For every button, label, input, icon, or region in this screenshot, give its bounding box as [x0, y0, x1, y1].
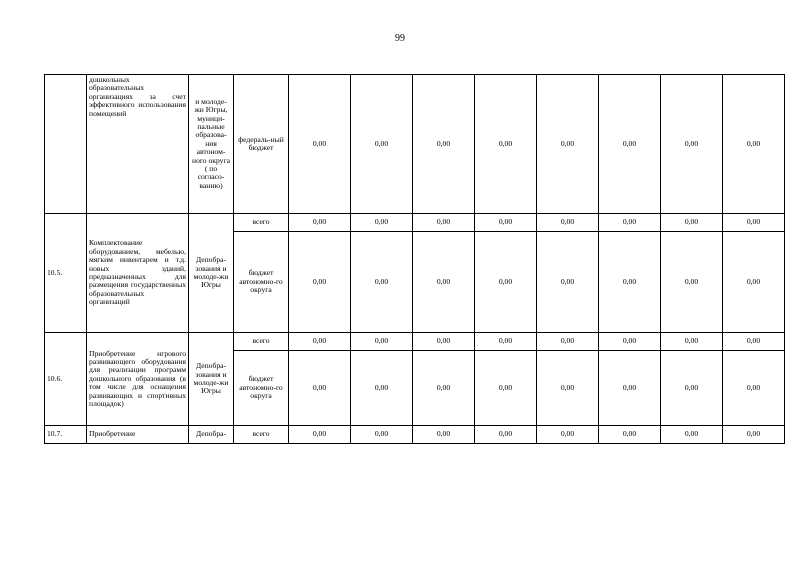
- value-cell: 0,00: [723, 426, 785, 444]
- item-name: Приобретение: [87, 426, 189, 444]
- table-row: [45, 214, 785, 232]
- item-number: 10.5.: [45, 214, 87, 333]
- item-name: дошкольных образовательных организациях за счет эффективного использования помещений: [87, 75, 189, 214]
- value-cell: 0,00: [599, 232, 661, 333]
- value-cell: 0,00: [661, 232, 723, 333]
- responsible-executor: Депобра-: [189, 426, 234, 444]
- value-cell: 0,00: [599, 351, 661, 426]
- responsible-executor: и молоде-жи Югры, муници-пальные образова-ния автоном-ного округа ( по согласо-ванию): [189, 75, 234, 214]
- value-cell: 0,00: [351, 426, 413, 444]
- value-cell: 0,00: [537, 426, 599, 444]
- value-cell: 0,00: [351, 75, 413, 214]
- funding-source: федераль-ный бюджет: [234, 75, 289, 214]
- item-name: Комплектование оборудованием, мебелью, мягким инвентарем и т.д. новых зданий, предназначенных для размещения государственных образовательных организаций: [87, 214, 189, 333]
- value-cell: 0,00: [413, 426, 475, 444]
- value-cell: 0,00: [599, 214, 661, 232]
- value-cell: 0,00: [723, 351, 785, 426]
- value-cell: 0,00: [289, 333, 351, 351]
- value-cell: 0,00: [289, 426, 351, 444]
- value-cell: 0,00: [537, 333, 599, 351]
- value-cell: 0,00: [475, 214, 537, 232]
- value-cell: 0,00: [661, 351, 723, 426]
- value-cell: 0,00: [413, 351, 475, 426]
- table-row: [45, 426, 785, 444]
- value-cell: 0,00: [351, 232, 413, 333]
- value-cell: 0,00: [351, 351, 413, 426]
- value-cell: 0,00: [289, 351, 351, 426]
- value-cell: 0,00: [413, 232, 475, 333]
- value-cell: 0,00: [723, 75, 785, 214]
- value-cell: 0,00: [351, 333, 413, 351]
- value-cell: 0,00: [289, 232, 351, 333]
- value-cell: 0,00: [475, 75, 537, 214]
- value-cell: 0,00: [475, 232, 537, 333]
- value-cell: 0,00: [723, 232, 785, 333]
- table-row: [45, 333, 785, 351]
- item-number: 10.7.: [45, 426, 87, 444]
- value-cell: 0,00: [413, 333, 475, 351]
- item-number: 10.6.: [45, 333, 87, 426]
- value-cell: 0,00: [475, 351, 537, 426]
- responsible-executor: Депобра-зования и молоде-жи Югры: [189, 214, 234, 333]
- value-cell: 0,00: [599, 75, 661, 214]
- value-cell: 0,00: [351, 214, 413, 232]
- item-number: [45, 75, 87, 214]
- funding-source: всего: [234, 333, 289, 351]
- value-cell: 0,00: [723, 214, 785, 232]
- value-cell: 0,00: [289, 214, 351, 232]
- funding-source: бюджет автономно-го округа: [234, 351, 289, 426]
- value-cell: 0,00: [661, 426, 723, 444]
- value-cell: 0,00: [599, 426, 661, 444]
- value-cell: 0,00: [661, 214, 723, 232]
- value-cell: 0,00: [289, 75, 351, 214]
- value-cell: 0,00: [537, 351, 599, 426]
- value-cell: 0,00: [413, 214, 475, 232]
- funding-source: всего: [234, 214, 289, 232]
- page-number: 99: [395, 33, 405, 44]
- value-cell: 0,00: [537, 232, 599, 333]
- value-cell: 0,00: [723, 333, 785, 351]
- value-cell: 0,00: [413, 75, 475, 214]
- value-cell: 0,00: [537, 214, 599, 232]
- value-cell: 0,00: [661, 333, 723, 351]
- funding-source: бюджет автономно-го округа: [234, 232, 289, 333]
- item-name: Приобретение игрового развивающего оборудования для реализации программ дошкольного образования (в том числе для оснащения развивающих и спортивных площадок): [87, 333, 189, 426]
- table-row: [45, 75, 785, 214]
- responsible-executor: Депобра-зования и молоде-жи Югры: [189, 333, 234, 426]
- value-cell: 0,00: [475, 333, 537, 351]
- value-cell: 0,00: [537, 75, 599, 214]
- value-cell: 0,00: [475, 426, 537, 444]
- funding-source: всего: [234, 426, 289, 444]
- value-cell: 0,00: [661, 75, 723, 214]
- value-cell: 0,00: [599, 333, 661, 351]
- program-table: [44, 74, 785, 444]
